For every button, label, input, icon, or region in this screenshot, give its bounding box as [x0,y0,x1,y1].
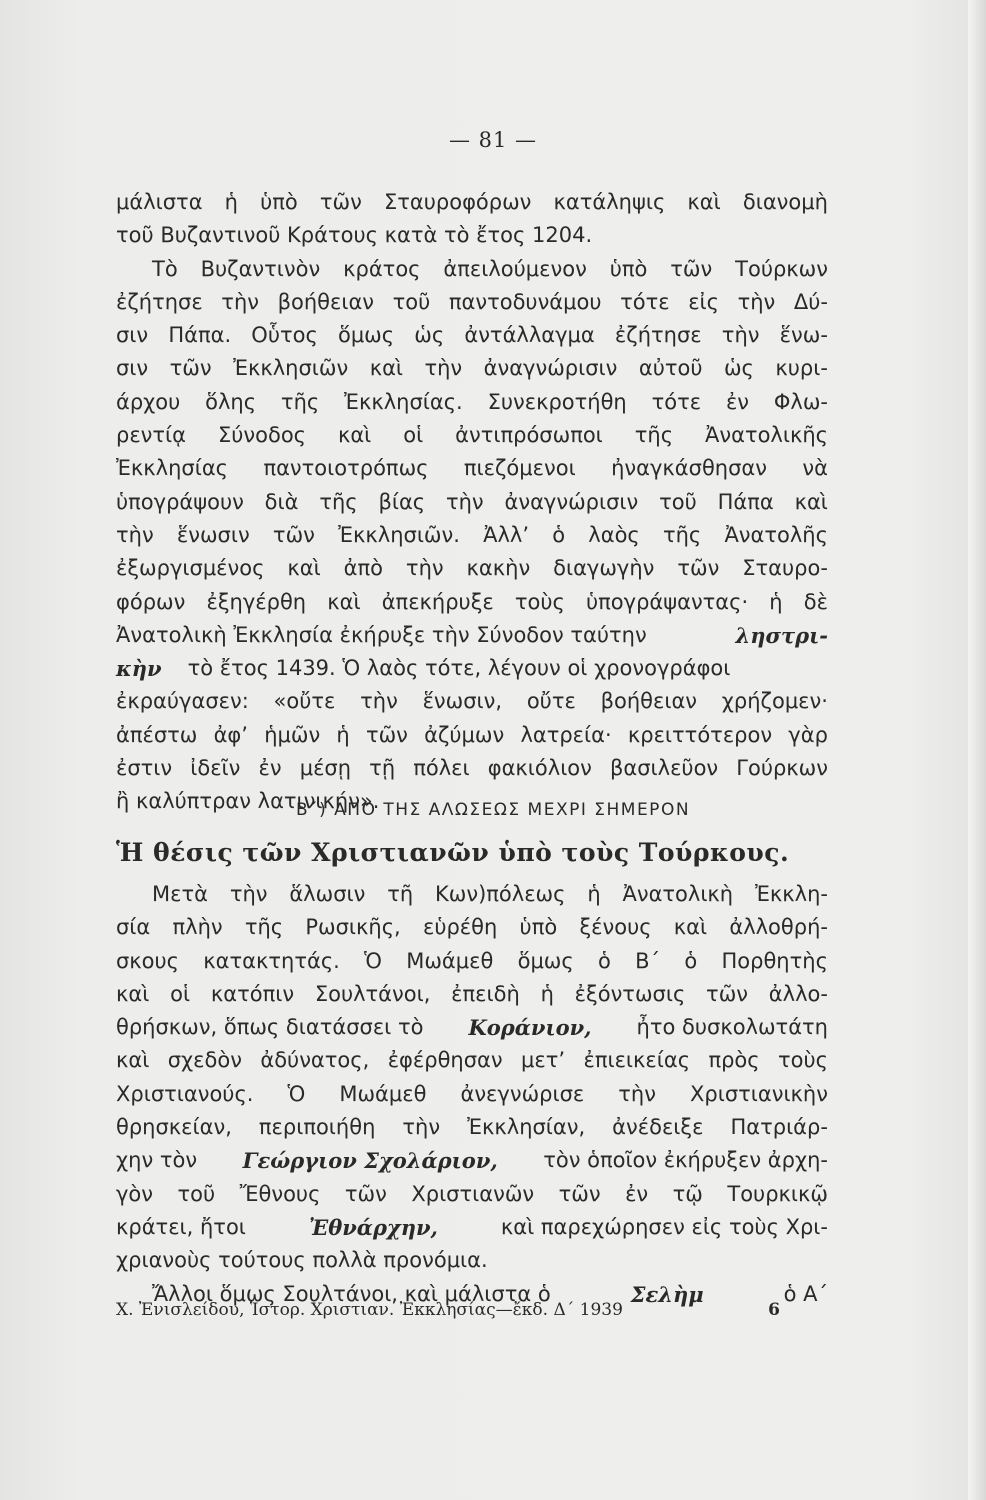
word: ἡ [769,589,783,614]
word: Γούρκων [736,756,828,781]
word: κυρι- [775,356,828,381]
word: τότε [620,289,670,314]
text-run: Ἀνατολικὴ Ἐκκλησία ἐκήρυξε τὴν Σύνοδον ταύτην [116,622,647,647]
word: Χριστιανούς. [116,1081,254,1106]
word: ὁ [552,522,566,547]
text-line [116,1011,828,1044]
word: τοῦ [659,489,697,514]
text-line [116,619,828,652]
word: Ὁ [287,1081,306,1106]
word: ἐζήτησε [116,289,203,314]
word: ξένους [579,915,652,940]
word: ἕνω- [779,323,828,348]
text-line [116,1078,828,1111]
word: ἡ [540,981,554,1006]
word: τὴν [402,1115,441,1140]
word: Μετὰ [152,882,208,906]
word: τῆς [634,423,674,448]
word: βασιλεῦον [609,756,719,781]
word: ἐξωργισμένος [116,556,265,581]
word: τῷ [672,1181,703,1206]
word: μετ’ [521,1048,566,1073]
word: καὶ [369,356,404,381]
word: βοήθειαν [277,289,375,314]
word: Πορθητὴς [721,948,828,973]
text-line: τοῦ Βυζαντινοῦ Κράτους κατὰ τὸ ἔτος 1204. [116,223,593,248]
word: ἐπειδὴ [451,981,520,1006]
word: διὰ [264,489,299,514]
emphasized-word: Ἐθνάρχην, [308,1214,438,1240]
word: Β´ [635,948,661,973]
word: Συνεκροτήθη [487,389,627,414]
word: τῆς [319,489,358,514]
word: τῆ [387,882,414,906]
text-run: τὸ ἔτος 1439. Ὁ λαὸς τότε, λέγουν οἱ χρονογράφοι [187,656,731,681]
word: κατακτητάς. [203,948,340,973]
word: ἐξηγέρθη [206,589,307,614]
word: Ἀνατολικῆς [704,423,828,448]
word: ἐξόντωσις [574,981,686,1006]
word: Πάπα. [168,323,232,348]
word: ἀναγνώρισιν [483,356,618,381]
word: ἐν [725,389,750,414]
word: άρχου [116,389,181,414]
text-line [116,719,828,752]
word: τῆς [662,522,702,547]
word: τοὺς [778,1048,828,1073]
text-line [116,586,828,619]
word: ὑπὸ [519,915,558,940]
text-run: θρήσκων, ὅπως διατάσσει τὸ [116,1015,424,1040]
word: τῶν [319,190,362,214]
word: κακὴν [466,556,531,581]
word: ἀντάλλαγμα [464,323,595,348]
word: κατάληψις [553,190,666,214]
text-run: τὸν ὁποῖον ἐκήρυξεν ἀρχη- [543,1148,828,1173]
word: τοῦ [177,1181,216,1206]
text-line [116,186,828,219]
word: Οὗτος [251,323,318,348]
word: κράτος [343,256,421,281]
word: ὁ [684,948,698,973]
text-run: Ἄλλοι ὅμως Σουλτάνοι, καὶ μάλιστα ὁ [152,1281,551,1306]
word: τῶν [677,556,720,581]
text-line [116,486,828,519]
text-run: ὁ Α´ [783,1281,828,1306]
word: διαγωγὴν [553,556,655,581]
word: ἀνεγνώρισε [460,1081,585,1106]
word: θρησκείαν, [116,1115,232,1140]
word: τοὺς [514,589,565,614]
word: πλὴν [172,915,223,940]
word: τῶν [558,1181,601,1206]
word: τὴν [445,489,484,514]
word: κρειττότερον [627,722,773,747]
word: σιν [116,323,149,348]
word: καὶ [673,915,708,940]
word: ἀπειλούμενον [443,256,587,281]
word: Σουλτάνοι, [314,981,431,1006]
word: πρὸς [708,1048,760,1073]
word: οἱ [403,423,424,448]
text-line [116,652,828,685]
text-line [116,319,828,352]
word: Ἐκκλησίας. [344,389,463,414]
word: μάλιστα [116,190,203,214]
word: τῶν [272,522,315,547]
word: Μωάμεθ [406,948,494,973]
text-line [116,1178,828,1211]
word: βοήθειαν [600,689,698,714]
text-run: ἦτο δυσκολωτάτη [636,1015,828,1040]
signature-mark: 6 [768,1300,780,1320]
word: τὴν [424,356,463,381]
paragraph-1 [116,186,828,819]
word: Σύνοδος [217,423,306,448]
word: ἐκραύγασεν: [116,689,249,714]
word: ἀλλο- [768,981,828,1006]
text-line [116,419,828,452]
word: τῆς [280,389,320,414]
page-footer [116,1300,780,1320]
word: καὶ [287,556,321,581]
word: εὑρέθη [422,915,498,940]
word: Χριστιανῶν [411,1181,535,1206]
word: νὰ [802,456,828,481]
word: ὑπογράψουν [116,489,244,514]
word: σία [116,915,151,940]
emphasized-word: ληστρι- [735,622,828,648]
word: ἡ [336,722,350,747]
word: ὁ [598,948,611,973]
word: ἀπέστω [116,722,198,747]
word: ἰδεῖν [190,756,241,781]
section-subtitle: Ἡ θέσις τῶν Χριστιανῶν ὑπὸ τοὺς Τούρκους. [116,838,790,867]
emphasized-word: κὴν [116,656,162,682]
word: Δύ- [793,289,828,314]
word: σχεδὸν [167,1048,242,1073]
word: τὴν [737,289,776,314]
page-number: — 81 — [448,128,538,152]
word: τοῦ [392,289,431,314]
word: ἀδύνατος, [260,1048,370,1073]
word: ὡς [414,323,445,348]
word: ὑπὸ [609,256,648,281]
word: ὅμως [337,323,395,348]
word: βίας [378,489,426,514]
word: Ἐκκλησιῶν [233,356,349,381]
word: ἀφ’ [213,722,248,747]
word: παντοδυνάμου [448,289,602,314]
text-line [116,878,828,911]
word: Ἐκκλησίας [116,456,229,481]
text-line [116,552,828,585]
word: μέσῃ [299,756,352,781]
word: Ρωσικῆς, [305,915,401,940]
word: τὴν [221,289,259,314]
word: οἱ [170,981,191,1006]
word: Τουρκικῷ [727,1181,828,1206]
footer-citation: Χ. Ἐνισλείδου, Ἱστορ. Χριστιαν. Ἐκκλησίας—ἔκδ. Δ´ 1939 [116,1300,623,1320]
text-line [116,352,828,385]
emphasized-word: Σελὴμ [630,1281,704,1307]
word: ἡμῶν [264,722,321,747]
word: τὴν [618,1081,656,1106]
word: τότε [651,389,702,414]
word: λαὸς [588,522,640,547]
word: ἀπεκήρυξε [381,589,494,614]
word: τὴν [116,522,154,547]
word: Βυζαντινὸν [200,256,321,281]
word: τὴν [721,323,760,348]
word: τῶν [365,722,408,747]
text-line: χριανοὺς τούτους πολλὰ προνόμια. [116,1248,488,1273]
text-line [116,519,828,552]
text-run: κράτει, ἤτοι [116,1214,246,1239]
word: ἕνωσιν [176,522,250,547]
word: ἀζύμων [424,722,505,747]
word: γὰρ [788,722,828,747]
word: «οὔτε [273,689,336,714]
text-line: ἢ καλύπτραν λατινικήν». [116,789,380,814]
word: πόλει [413,756,470,781]
word: ὑπὸ [260,190,298,214]
text-line [116,978,828,1011]
word: καὶ [116,981,150,1006]
word: ρεντίᾳ [116,423,187,448]
word: φακιόλιον [487,756,592,781]
word: σκους [116,948,180,973]
word: πιεζόμενοι [463,456,576,481]
word: καὶ [116,1048,150,1073]
word: τὴν [360,689,398,714]
word: Ὁ [364,948,382,973]
word: τῶν [670,256,713,281]
word: Μωάμεθ [339,1081,427,1106]
word: Σταυρο- [742,556,828,581]
word: ἀναγνώρισιν [504,489,639,514]
word: Ἀνατολικὴ [622,882,734,906]
word: ἡ [224,190,238,214]
word: ἐπιεικείας [583,1048,691,1073]
word: ὅμως [517,948,574,973]
word: γὸν [116,1181,154,1206]
word: παντοιοτρόπως [263,456,429,481]
emphasized-word: Γεώργιον Σχολάριον, [242,1148,498,1174]
text-line [116,253,828,286]
word: φόρων [116,589,186,614]
word: ἐφέρθησαν [387,1048,503,1073]
word: Ἔθνους [239,1181,321,1206]
word: ἐν [625,1181,649,1206]
text-line [116,452,828,485]
word: Ἀλλ’ [483,522,530,547]
word: ὡς [723,356,754,381]
text-line [116,1144,828,1177]
word: Ἀνατολῆς [724,522,828,547]
word: Κων)πόλεως [435,882,566,906]
word: ἅλωσιν [289,882,366,906]
word: καὶ [327,589,361,614]
word: ὅλης [205,389,257,414]
text-line [116,752,828,785]
word: αὐτοῦ [638,356,703,381]
text-line [116,386,828,419]
word: Φλω- [773,389,828,414]
word: ἀλλοθρή- [729,915,828,940]
word: καὶ [687,190,721,214]
word: ἐν [258,756,282,781]
text-run: καὶ παρεχώρησεν εἰς τοὺς Χρι- [500,1214,828,1239]
word: ἀνέδειξε [612,1115,704,1140]
word: ἠναγκάσθησαν [611,456,767,481]
word: Ἐκκλησίαν, [467,1115,586,1140]
word: λατρεία· [520,722,612,747]
text-line [116,286,828,319]
text-line [116,1044,828,1077]
word: Χριστιανικὴν [690,1081,828,1106]
word: καὶ [794,489,828,514]
word: διανομὴ [742,190,828,214]
word: τῶν [344,1181,387,1206]
word: κατόπιν [210,981,295,1006]
text-line [116,911,828,944]
word: τὴν [405,556,444,581]
word: Ἐκκλη- [754,882,828,906]
word: ἐζήτησε [614,323,702,348]
text-run [162,652,828,685]
word: τῇ [369,756,396,781]
word: τῆς [244,915,284,940]
page-edge [968,0,986,1500]
section-heading: Β´) ΑΠΟ ΤΗΣ ΑΛΩΣΕΩΣ ΜΕΧΡΙ ΣΗΜΕΡΟΝ [295,800,691,820]
emphasized-word: Κοράνιον, [468,1015,592,1041]
word: ἀντιπρόσωποι [455,423,603,448]
word: Τὸ [152,256,178,281]
word: Πατριάρ- [730,1115,828,1140]
word: οὔτε [526,689,576,714]
word: Σταυροφόρων [383,190,532,214]
word: ὑπογράψαντας· [586,589,749,614]
text-line [116,1111,828,1144]
word: δὲ [803,589,828,614]
word: Πάπα [717,489,774,514]
text-line [116,945,828,978]
word: σιν [116,356,149,381]
word: Τούρκων [735,256,828,281]
word: ἐστιν [116,756,173,781]
word: εἰς [688,289,719,314]
word: τῶν [706,981,749,1006]
word: τὴν [229,882,268,906]
paragraph-2 [116,878,828,1311]
text-run: χην τὸν [116,1148,198,1173]
text-line [116,1211,828,1244]
word: καὶ [337,423,372,448]
word: ἀπὸ [343,556,383,581]
word: χρήζομεν· [721,689,828,714]
word: ἕνωσιν, [422,689,503,714]
word: ἡ [587,882,601,906]
word: τῶν [169,356,212,381]
word: Ἐκκλησιῶν. [338,522,460,547]
word: περιποιήθη [258,1115,376,1140]
text-line [116,685,828,718]
